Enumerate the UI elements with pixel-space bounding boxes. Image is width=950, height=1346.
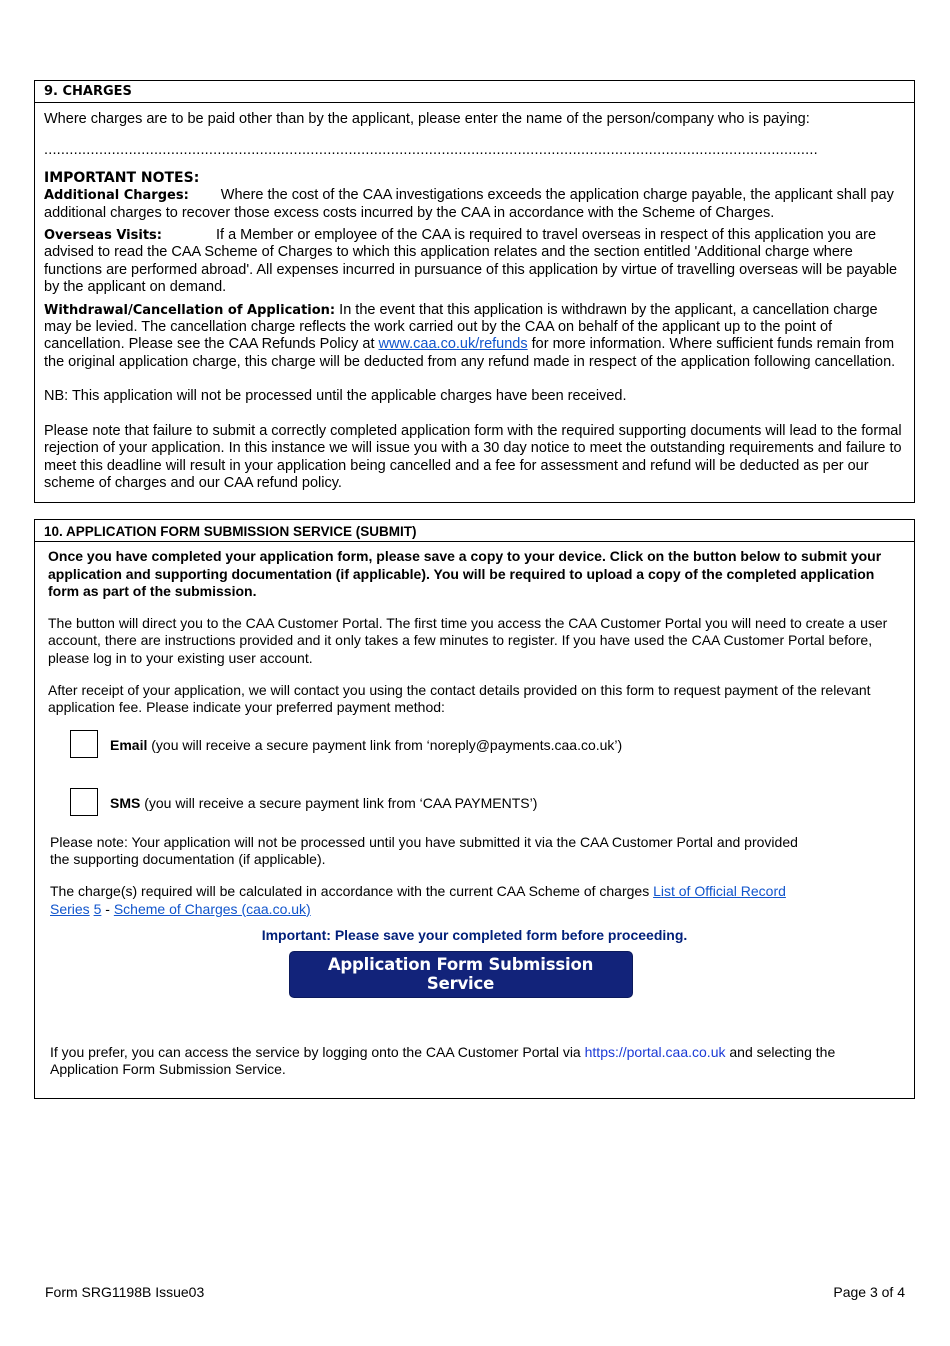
submission-intro: Once you have completed your application form, please save a copy to your device. Click on the button below to submit your application and supporting documentation (if applicable). You will be required to upload a copy of the completed application form as part of the submission. <box>48 548 882 600</box>
portal-alternative-note <box>50 1044 901 1079</box>
charges-section <box>34 80 915 503</box>
email-payment-option <box>48 730 901 760</box>
form-identifier: Form SRG1198B Issue03 <box>45 1284 205 1300</box>
portal-prefix: If you prefer, you can access the service by logging onto the CAA Customer Portal via <box>50 1043 585 1060</box>
sms-option-label: SMS <box>110 794 141 811</box>
email-payment-checkbox[interactable] <box>70 730 98 758</box>
series-link[interactable]: Series <box>50 900 90 917</box>
page-number: Page 3 of 4 <box>833 1284 905 1300</box>
nb-note: NB: This application will not be processed until the applicable charges have been received. <box>44 388 627 405</box>
withdrawal-note <box>44 302 905 372</box>
portal-suffix: and selecting the Application Form Submission Service. <box>50 1043 836 1078</box>
additional-charges-label: Additional Charges: <box>44 188 189 204</box>
payer-prompt: Where charges are to be paid other than by the applicant, please enter the name of the person/company who is paying: <box>44 111 810 127</box>
link-separator: - <box>101 900 114 917</box>
sms-option-text: (you will receive a secure payment link from ‘CAA PAYMENTS’) <box>140 794 538 811</box>
overseas-visits-text: If a Member or employee of the CAA is required to travel overseas in respect of this application you are advised to read the CAA Scheme of Charges to which this application relates and the section entitled 'Additional charge where functions are performed abroad'. All expenses incurred in pursuance of this application by virtue of travelling overseas will be payable by the applicant on demand. <box>44 227 898 296</box>
withdrawal-text-1: In the event that this application is withdrawn by the applicant, a cancellation charge may be levied. The cancellation charge reflects the work carried out by the CAA on behalf of the applicant up to the point of cancellation. Please see the CAA Refunds Policy at <box>44 301 878 353</box>
additional-charges-text: Where the cost of the CAA investigations exceeds the application charge payable, the applicant shall pay additional charges to recover those excess costs incurred by the CAA in accordance with the Scheme of Charges. <box>44 187 894 221</box>
overseas-visits-label: Overseas Visits: <box>44 228 162 244</box>
failure-note: Please note that failure to submit a correctly completed application form with the required supporting documents will lead to the formal rejection of your application. In this instance we will issue you with a 30 day notice to meet the outstanding requirements and failure to meet this deadline will result in your application being cancelled and a fee for assessment and refund will be deducted as per our scheme of charges and our CAA refund policy. <box>44 422 902 491</box>
sms-payment-option <box>48 788 901 818</box>
refunds-policy-link[interactable]: www.caa.co.uk/refunds <box>378 336 528 353</box>
submission-section-title: 10. APPLICATION FORM SUBMISSION SERVICE (SUBMIT) <box>35 520 914 542</box>
not-processed-note: Please note: Your application will not be processed until you have submitted it via the CAA Customer Portal and provided the supporting documentation (if applicable). <box>50 833 798 868</box>
charges-section-title: 9. CHARGES <box>35 81 914 103</box>
scheme-of-charges-link[interactable]: Scheme of Charges (caa.co.uk) <box>113 900 311 917</box>
customer-portal-link[interactable]: https://portal.caa.co.uk <box>584 1043 726 1060</box>
payer-name-field[interactable]: ....................................................................................................................................................................................... <box>44 142 818 159</box>
withdrawal-text-2: for more information. Where sufficient funds remain from the original application charge, this charge will be deducted from any refund made in respect of the application following cancellation. <box>44 336 896 370</box>
withdrawal-label: Withdrawal/Cancellation of Application: <box>44 302 336 318</box>
series-5-link[interactable]: 5 <box>93 900 102 917</box>
additional-charges-note <box>44 187 905 222</box>
charges-calculation-note <box>50 883 821 918</box>
sms-payment-checkbox[interactable] <box>70 788 98 816</box>
payment-instructions: After receipt of your application, we will contact you using the contact details provided on this form to request payment of the relevant application fee. Please indicate your preferred payment method: <box>48 681 871 716</box>
submission-service-button[interactable]: Application Form Submission Service <box>289 951 633 998</box>
portal-instructions: The button will direct you to the CAA Customer Portal. The first time you access the CAA Customer Portal you will need to create a user account, there are instructions provided and it only takes a few minutes to register. If you have used the CAA Customer Portal before, please log in to your existing user account. <box>48 614 888 666</box>
important-notes-title: IMPORTANT NOTES: <box>44 169 200 186</box>
email-option-label: Email <box>110 736 148 753</box>
official-record-link[interactable]: List of Official Record <box>653 882 786 899</box>
overseas-visits-note <box>44 227 905 297</box>
submission-service-section <box>34 519 915 1099</box>
save-form-warning: Important: Please save your completed form before proceeding. <box>261 927 688 944</box>
email-option-text: (you will receive a secure payment link from ‘noreply@payments.caa.co.uk’) <box>147 736 623 753</box>
charges-text: The charge(s) required will be calculated in accordance with the current CAA Scheme of charges <box>50 882 650 899</box>
